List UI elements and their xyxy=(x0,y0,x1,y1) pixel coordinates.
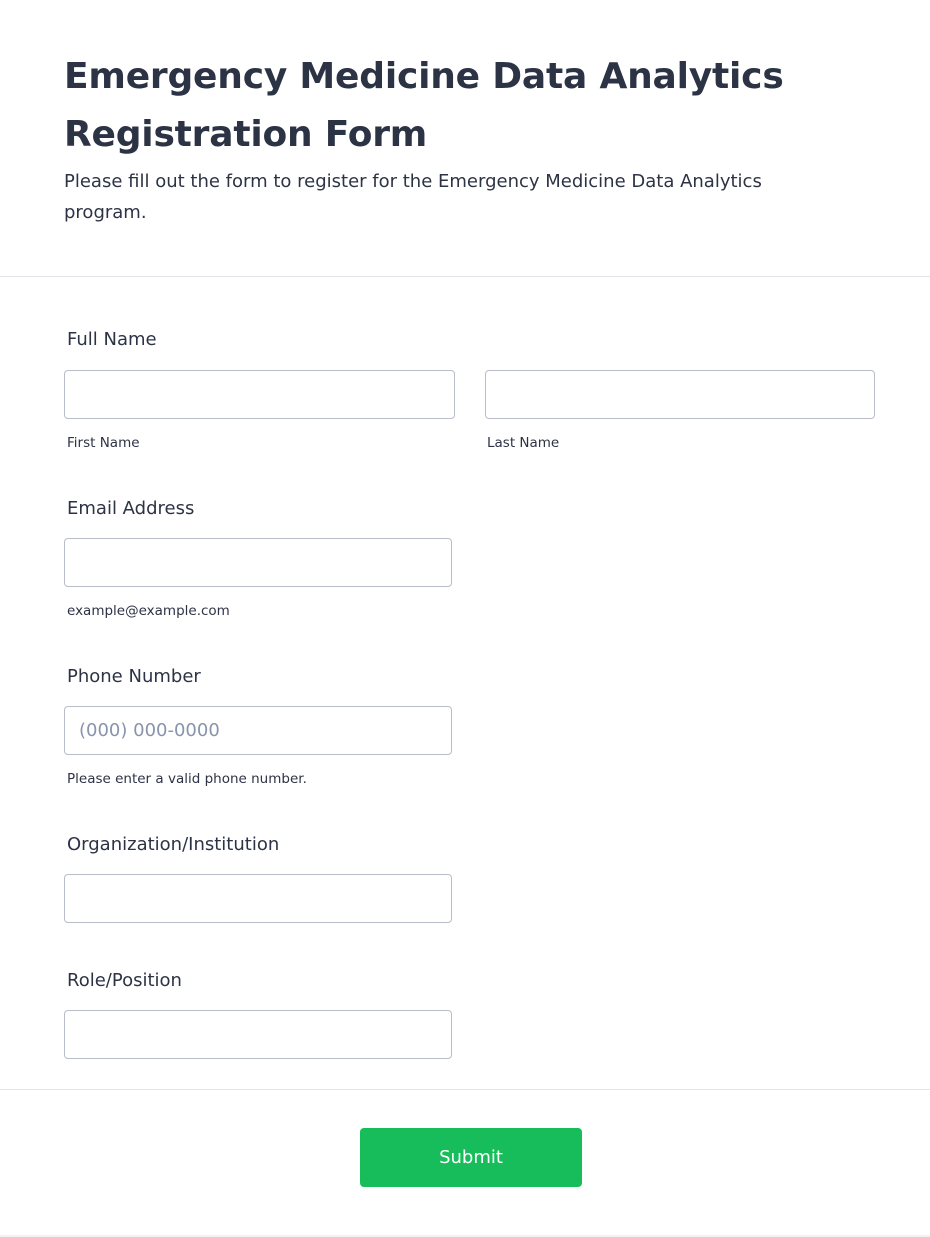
email-sublabel: example@example.com xyxy=(67,603,230,619)
first-name-input[interactable] xyxy=(64,370,455,419)
form-title xyxy=(64,48,854,164)
role-input[interactable] xyxy=(64,1010,452,1059)
phone-sublabel: Please enter a valid phone number. xyxy=(67,771,307,787)
last-name-input[interactable] xyxy=(485,370,875,419)
submit-button[interactable]: Submit xyxy=(360,1128,582,1187)
footer-divider xyxy=(0,1089,930,1090)
email-input[interactable] xyxy=(64,538,452,587)
first-name-sublabel: First Name xyxy=(67,435,140,451)
full-name-label: Full Name xyxy=(67,329,157,350)
form-title-line-2: Registration Form xyxy=(64,114,428,155)
phone-label: Phone Number xyxy=(67,666,201,687)
form-title-line-1: Emergency Medicine Data Analytics xyxy=(64,56,784,97)
last-name-sublabel: Last Name xyxy=(487,435,560,451)
form-description: Please fill out the form to register for the Emergency Medicine Data Analytics program. xyxy=(64,171,762,223)
email-label: Email Address xyxy=(67,498,195,519)
form-header xyxy=(0,0,930,277)
organization-input[interactable] xyxy=(64,874,452,923)
organization-label: Organization/Institution xyxy=(67,834,280,855)
phone-input[interactable] xyxy=(64,706,452,755)
role-label: Role/Position xyxy=(67,970,182,991)
